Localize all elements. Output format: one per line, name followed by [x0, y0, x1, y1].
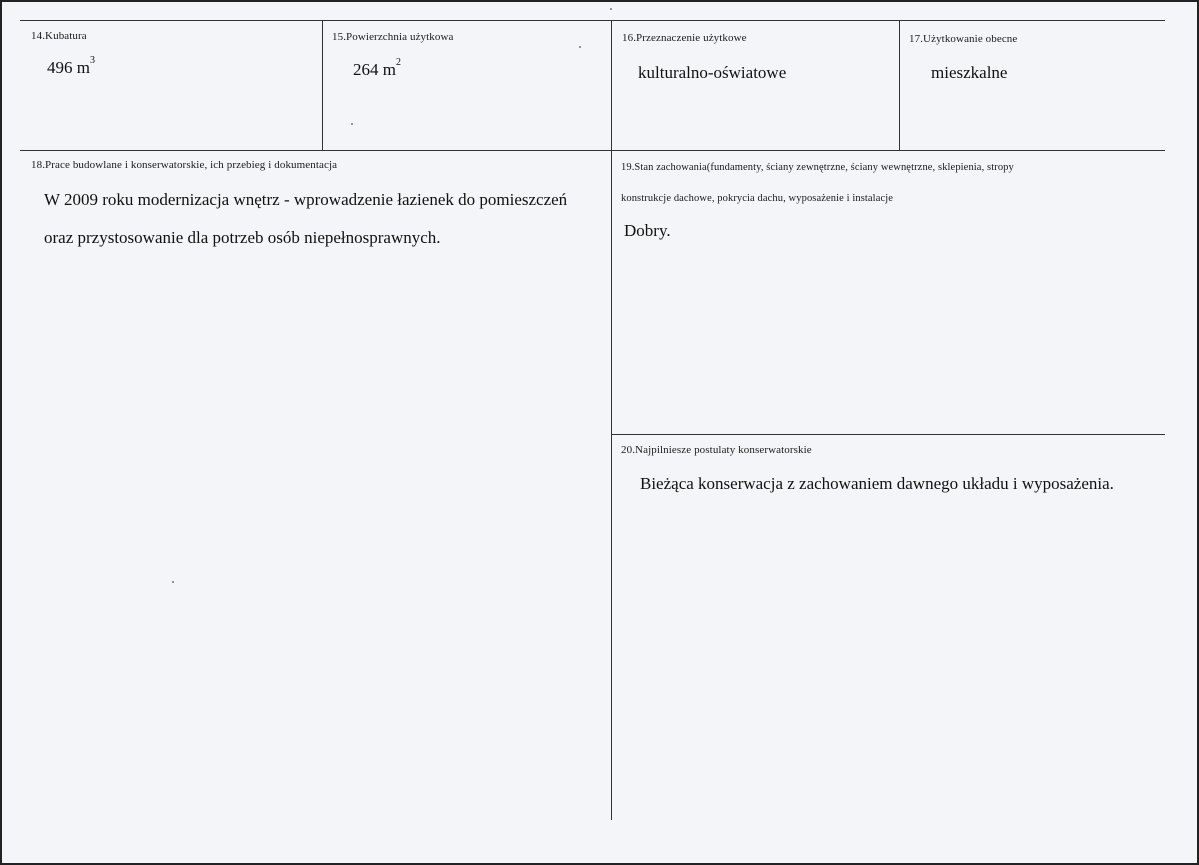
field-14-label: 14.Kubatura	[31, 30, 87, 42]
field-18-line-2: oraz przystosowanie dla potrzeb osób niepełnosprawnych.	[44, 228, 441, 247]
field-16-value: kulturalno-oświatowe	[638, 63, 787, 82]
field-20-value: Bieżąca konserwacja z zachowaniem dawnego układu i wyposażenia.	[640, 474, 1114, 493]
field-15-unit-exponent: 2	[395, 57, 401, 68]
field-17-value: mieszkalne	[931, 63, 1008, 82]
field-17-label: 17.Użytkowanie obecne	[909, 33, 1018, 45]
field-15-label: 15.Powierzchnia użytkowa	[332, 31, 454, 43]
field-18-label: 18.Prace budowlane i konserwatorskie, ich przebieg i dokumentacja	[31, 159, 338, 171]
field-19-label-line-1: 19.Stan zachowania(fundamenty, ściany zewnętrzne, ściany wewnętrzne, sklepienia, stropy	[621, 162, 1014, 173]
field-19-label-line-2: konstrukcje dachowe, pokrycia dachu, wyposażenie i instalacje	[621, 193, 893, 204]
col-divider-3	[899, 20, 900, 150]
field-20-label: 20.Najpilniesze postulaty konserwatorskie	[621, 444, 812, 456]
field-16-label: 16.Przeznaczenie użytkowe	[622, 32, 747, 44]
col-divider-1	[322, 20, 323, 150]
field-14-unit-exponent: 3	[89, 55, 95, 66]
field-15-value	[353, 57, 401, 80]
top-rule	[20, 20, 1165, 21]
scan-speck	[579, 46, 581, 48]
scan-speck	[610, 8, 612, 10]
col-divider-2	[611, 20, 612, 820]
scan-speck	[351, 123, 353, 125]
field-15-value-text: 264 m	[353, 60, 396, 79]
scan-speck	[172, 581, 174, 583]
field-14-value-text: 496 m	[47, 58, 90, 77]
field-19-value: Dobry.	[624, 221, 671, 240]
row-divider	[20, 150, 1165, 151]
section-divider-right	[611, 434, 1165, 435]
field-14-value	[47, 55, 95, 78]
field-18-line-1: W 2009 roku modernizacja wnętrz - wprowadzenie łazienek do pomieszczeń	[44, 190, 568, 209]
